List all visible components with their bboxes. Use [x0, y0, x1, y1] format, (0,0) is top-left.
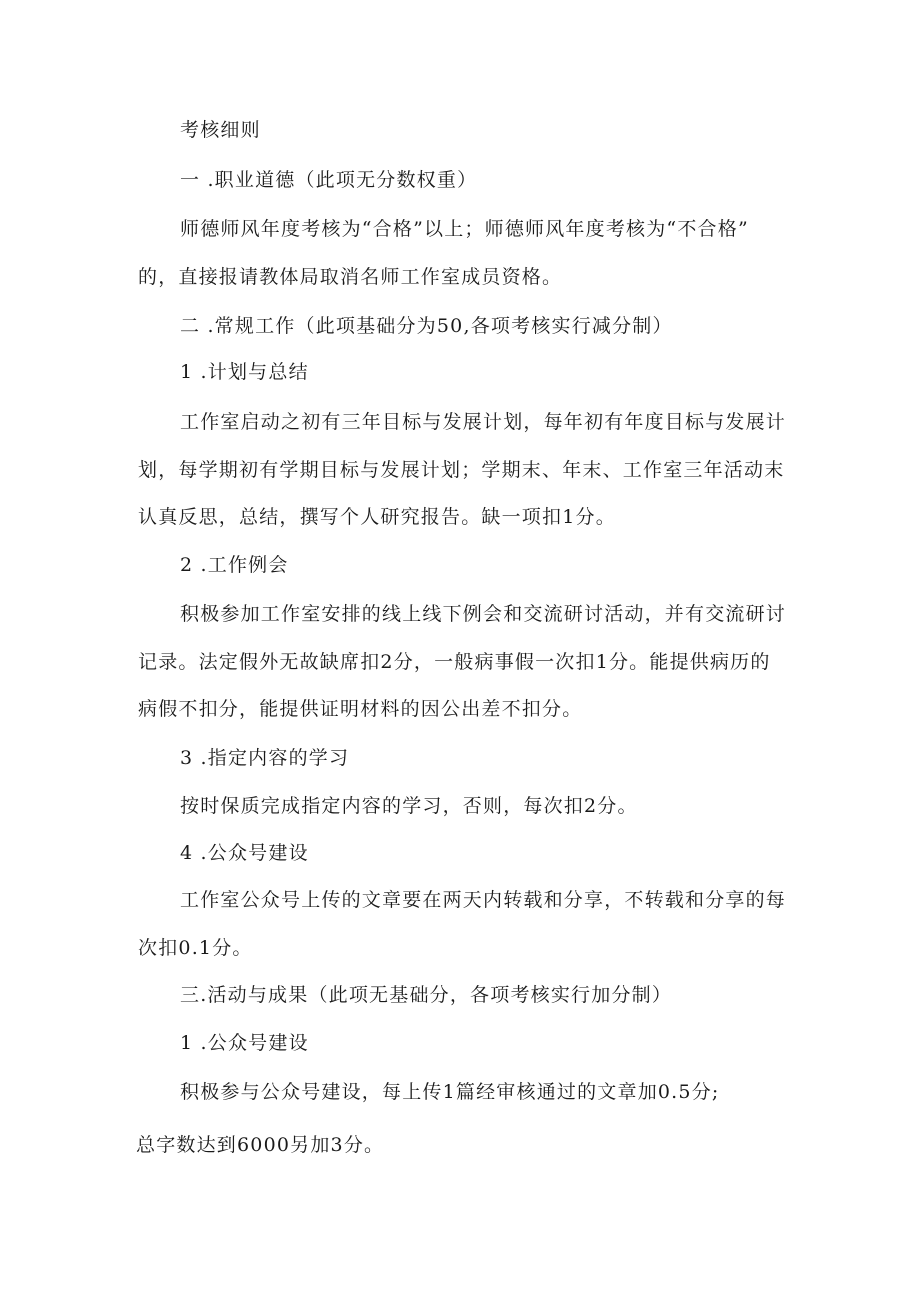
- section-3-item-1-line: 积极参与公众号建设，每上传1篇经审核通过的文章加0.5分;: [180, 1081, 720, 1103]
- section-3-heading: 三.活动与成果（此项无基础分，各项考核实行加分制）: [180, 984, 673, 1006]
- section-3-item-1-heading: 1 .公众号建设: [180, 1032, 309, 1054]
- section-2-item-1-line: 划，每学期初有学期目标与发展计划；学期末、年末、工作室三年活动末: [138, 459, 785, 481]
- section-2-item-2-line: 病假不扣分，能提供证明材料的因公出差不扣分。: [138, 698, 583, 720]
- section-2-item-4-line: 次扣0.1分。: [138, 937, 253, 959]
- section-2-item-1-line: 工作室启动之初有三年目标与发展计划，每年初有年度目标与发展计: [180, 411, 787, 433]
- section-2-item-2-line: 记录。法定假外无故缺席扣2分，一般病事假一次扣1分。能提供病历的: [138, 651, 771, 673]
- section-1-paragraph-line: 的，直接报请教体局取消名师工作室成员资格。: [138, 266, 563, 288]
- section-2-item-2-line: 积极参加工作室安排的线上线下例会和交流研讨活动，并有交流研讨: [180, 603, 787, 625]
- section-2-heading: 二 .常规工作（此项基础分为50,各项考核实行减分制）: [180, 315, 673, 337]
- section-2-item-2-heading: 2 .工作例会: [180, 554, 289, 576]
- section-2-item-3-line: 按时保质完成指定内容的学习，否则，每次扣2分。: [180, 795, 638, 817]
- section-1-paragraph-line: 师德师风年度考核为“合格”以上；师德师风年度考核为“不合格”: [180, 218, 749, 240]
- section-1-heading: 一 .职业道德（此项无分数权重）: [180, 169, 478, 191]
- section-2-item-4-heading: 4 .公众号建设: [180, 842, 309, 864]
- section-2-item-4-line: 工作室公众号上传的文章要在两天内转载和分享，不转载和分享的每: [180, 889, 787, 911]
- section-2-item-1-heading: 1 .计划与总结: [180, 361, 309, 383]
- section-3-item-1-line: 总字数达到6000另加3分。: [136, 1134, 385, 1156]
- section-2-item-3-heading: 3 .指定内容的学习: [180, 747, 350, 769]
- document-title: 考核细则: [180, 119, 261, 141]
- section-2-item-1-line: 认真反思，总结，撰写个人研究报告。缺一项扣1分。: [138, 506, 616, 528]
